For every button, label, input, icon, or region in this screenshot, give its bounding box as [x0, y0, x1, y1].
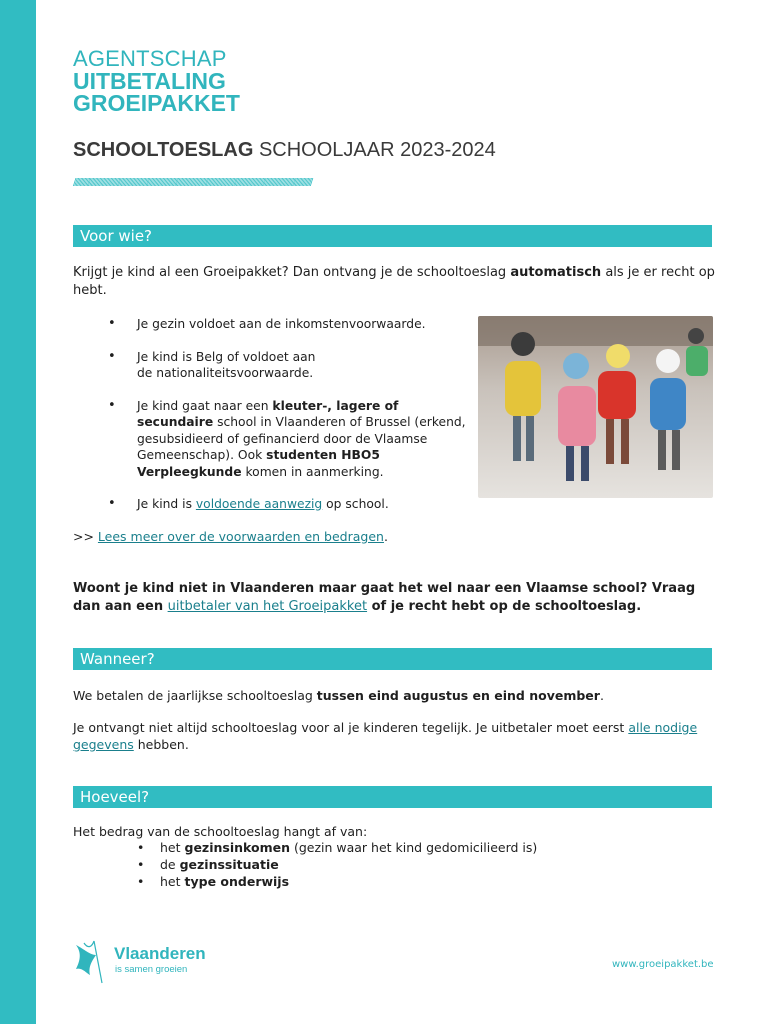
- bullet-1-text: Je gezin voldoet aan de inkomstenvoorwaarde.: [137, 317, 426, 331]
- when-p1-end: .: [599, 688, 604, 703]
- read-more-line: [73, 528, 388, 545]
- bullet-4-pre: Je kind is: [137, 497, 196, 511]
- when-p1-bold: tussen eind augustus en eind november: [316, 688, 600, 703]
- factor-3-pre: het: [160, 874, 185, 889]
- agency-logo: [73, 48, 240, 114]
- title-bold: SCHOOLTOESLAG: [73, 139, 254, 161]
- brand-line-3: GROEIPAKKET: [73, 90, 240, 116]
- amount-factors-list: [137, 839, 537, 890]
- factor-1-bold: gezinsinkomen: [184, 840, 290, 855]
- section-header-hoeveel: Hoeveel?: [73, 786, 712, 808]
- bullet-3-bold: kleuter-, lagere of secundaire: [137, 398, 399, 429]
- when-p2-end: hebben.: [133, 737, 189, 752]
- amount-intro: Het bedrag van de schooltoeslag hangt af van:: [73, 824, 368, 839]
- logo-name: Vlaanderen: [114, 944, 206, 963]
- list-item: [137, 856, 537, 873]
- when-paragraph-2: [73, 719, 713, 753]
- read-more-suffix: .: [383, 529, 388, 544]
- section-header-wanneer: Wanneer?: [73, 648, 712, 670]
- vlaanderen-logo: [72, 935, 222, 987]
- factor-3-bold: type onderwijs: [184, 874, 290, 889]
- children-photo: [478, 316, 713, 498]
- list-item: [137, 839, 537, 856]
- hatched-divider: //////////////////////////////////////////////////////////////////////////////////////////////////////////////////////////////////////////////////////////////////////////////: [73, 178, 312, 187]
- attendance-link[interactable]: voldoende aanwezig: [195, 497, 323, 511]
- when-paragraph-1: [73, 687, 713, 704]
- list-item: [108, 316, 468, 333]
- bullet-3-pre: Je kind gaat naar een: [137, 398, 273, 413]
- required-data-link[interactable]: alle nodige gegevens: [73, 720, 698, 752]
- bullet-3-end: komen in aanmerking.: [241, 464, 384, 479]
- section-header-voor-wie: Voor wie?: [73, 225, 712, 247]
- left-accent-stripe: [0, 0, 36, 1024]
- when-p2-pre: Je ontvangt niet altijd schooltoeslag voor al je kinderen tegelijk. Je uitbetaler moet eerst: [73, 720, 629, 735]
- bullet-2-line-1: Je kind is Belg of voldoet aan: [137, 349, 316, 364]
- list-item: [108, 496, 468, 513]
- brand-line-2: UITBETALING: [73, 68, 226, 94]
- page-title: [73, 139, 496, 162]
- when-p1-pre: We betalen de jaarlijkse schooltoeslag: [73, 688, 317, 703]
- list-item: [137, 873, 537, 890]
- list-item: [108, 398, 468, 481]
- intro-bold: automatisch: [510, 265, 602, 280]
- list-item: [108, 349, 468, 382]
- factor-1-pre: het: [160, 840, 185, 855]
- intro-paragraph: [73, 264, 715, 300]
- abroad-text-2: of je recht hebt op de schooltoeslag.: [367, 599, 642, 614]
- factor-2-pre: de: [160, 857, 180, 872]
- bullet-2-line-2: de nationaliteitsvoorwaarde.: [137, 366, 314, 380]
- factor-1-post: (gezin waar het kind gedomicilieerd is): [289, 840, 538, 855]
- intro-before: Krijgt je kind al een Groeipakket? Dan ontvang je de schooltoeslag: [73, 265, 511, 280]
- payer-link[interactable]: uitbetaler van het Groeipakket: [167, 599, 368, 614]
- factor-2-bold: gezinssituatie: [179, 857, 279, 872]
- conditions-list: [108, 316, 468, 529]
- footer-url[interactable]: www.groeipakket.be: [612, 959, 714, 970]
- brand-line-1: AGENTSCHAP: [73, 46, 227, 71]
- read-more-link[interactable]: Lees meer over de voorwaarden en bedragen: [97, 529, 384, 544]
- bullet-4-end: op school.: [322, 497, 389, 511]
- logo-tagline: is samen groeien: [115, 964, 188, 975]
- intro-after: als je er recht op hebt.: [73, 265, 715, 298]
- bullet-3-bold-2: studenten HBO5 Verpleegkunde: [137, 448, 380, 479]
- abroad-paragraph: [73, 580, 713, 616]
- abroad-text-1: Woont je kind niet in Vlaanderen maar gaat het wel naar een Vlaamse school? Vraag dan aan een: [73, 581, 696, 614]
- bullet-3-mid: school in Vlaanderen of Brussel (erkend, gesubsidieerd of gefinancierd door de Vlaamse Gemeenschap). Ook: [137, 415, 466, 462]
- title-rest: SCHOOLJAAR 2023-2024: [253, 139, 496, 161]
- read-more-prefix: >>: [73, 529, 98, 544]
